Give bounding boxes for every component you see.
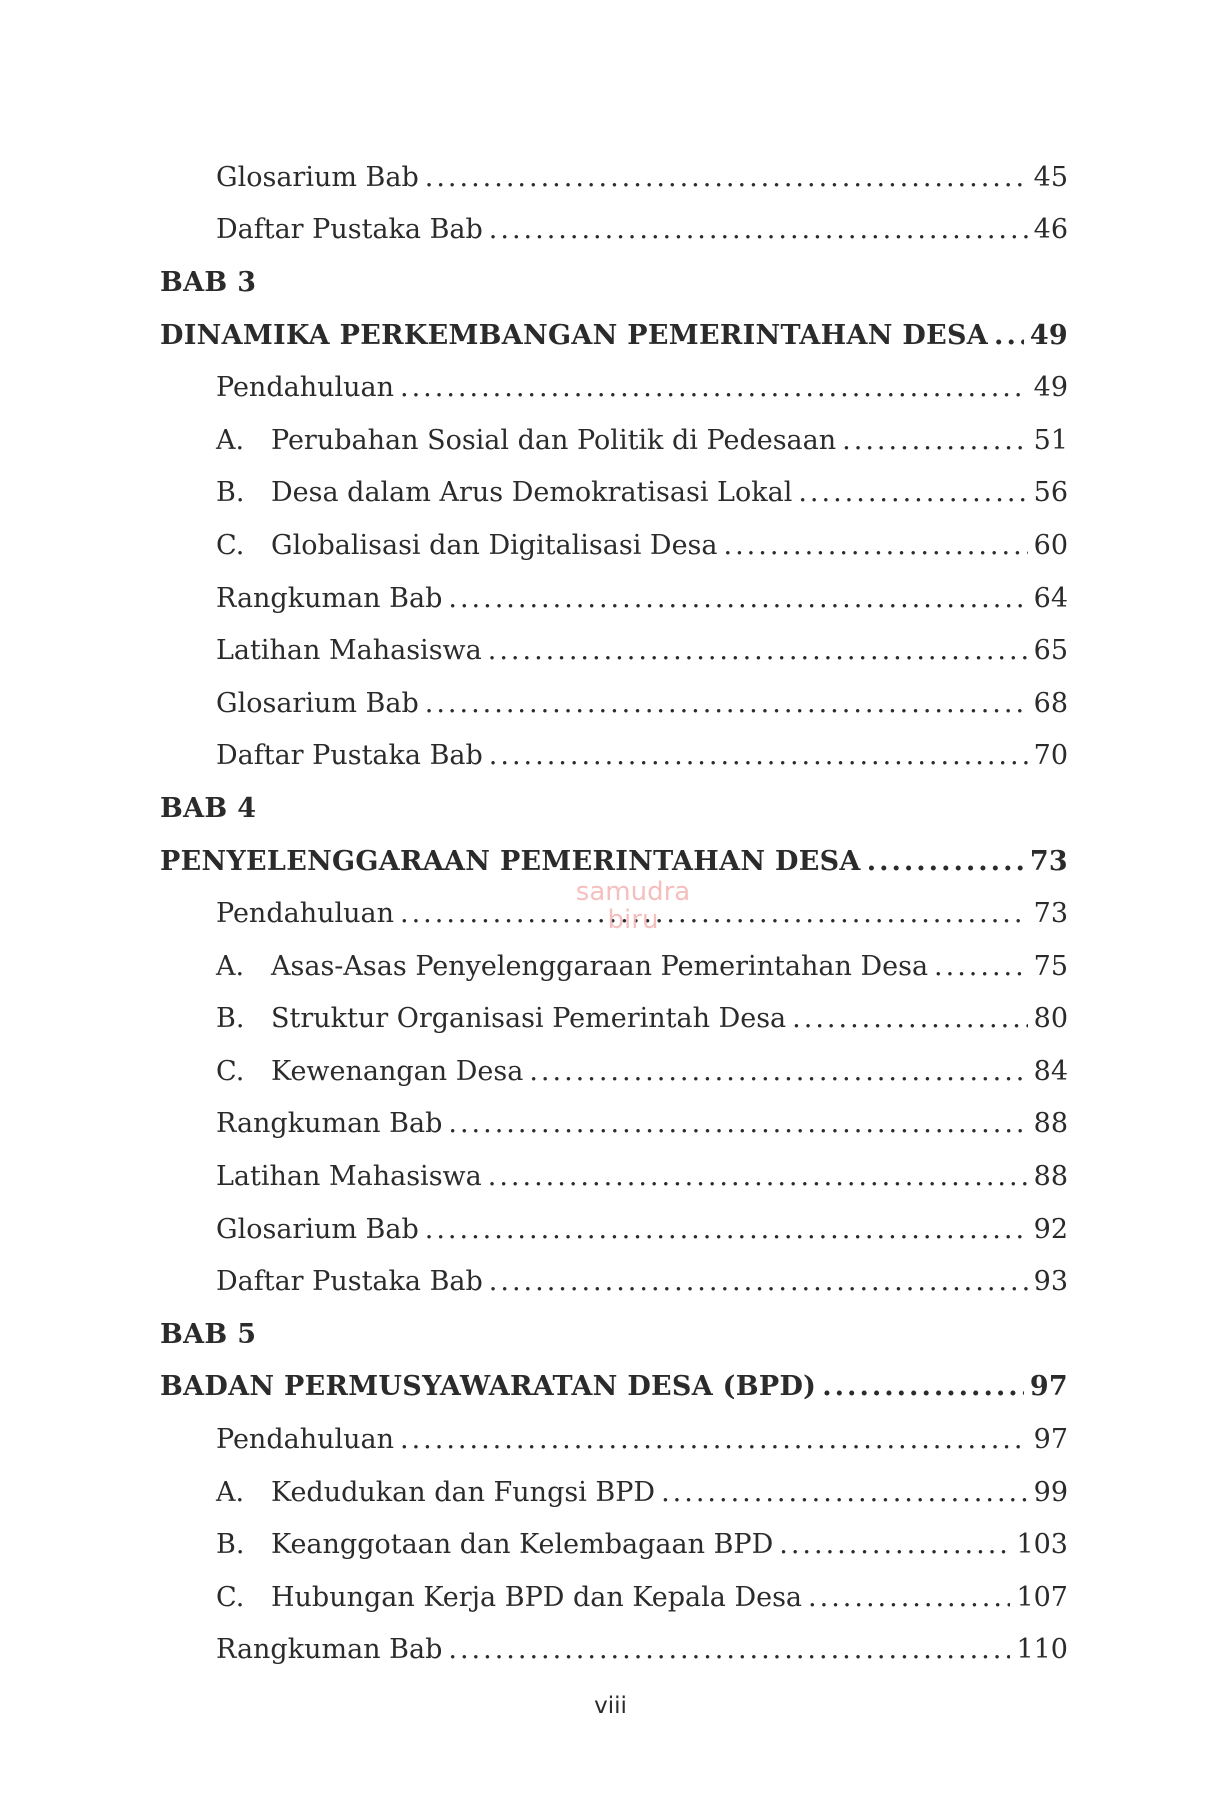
toc-entry [160, 361, 1068, 414]
toc-entry [160, 1624, 1068, 1677]
toc-entry [160, 1466, 1068, 1519]
dot-leader [661, 1477, 1028, 1508]
dot-leader [779, 1529, 1010, 1560]
dot-leader [400, 372, 1028, 403]
toc-entry-title: Pendahuluan [216, 372, 394, 404]
toc-chapter-label [160, 782, 1068, 835]
toc-entry-title: Kedudukan dan Fungsi BPD [271, 1476, 656, 1508]
dot-leader [489, 740, 1028, 771]
toc-entry-title: Daftar Pustaka Bab [216, 740, 483, 772]
toc-entry-page: 84 [1033, 1055, 1068, 1087]
toc-entry [160, 730, 1068, 783]
toc-entry-letter: A. [216, 1476, 245, 1508]
dot-leader [994, 320, 1024, 351]
toc-entry [160, 1045, 1068, 1098]
toc-entry [160, 467, 1068, 520]
toc-entry-letter: C. [216, 1581, 245, 1613]
toc-entry [160, 1150, 1068, 1203]
page-number: viii [594, 1693, 627, 1719]
toc-entry-page: 97 [1033, 1424, 1068, 1456]
dot-leader [867, 846, 1024, 877]
toc-entry [160, 1098, 1068, 1151]
toc-entry-title: Rangkuman Bab [216, 1108, 443, 1140]
toc-entry [160, 993, 1068, 1046]
toc-entry-page: 64 [1033, 582, 1068, 614]
dot-leader [448, 1108, 1027, 1139]
toc-entry-letter: A. [216, 950, 245, 982]
toc-entry-title: Kewenangan Desa [271, 1055, 524, 1087]
toc-entry-page: 88 [1033, 1161, 1068, 1193]
toc-entry-page: 80 [1033, 1003, 1068, 1035]
toc-entry-letter: C. [216, 529, 245, 561]
toc-chapter-title [160, 309, 1068, 362]
toc-entry-title: BADAN PERMUSYAWARATAN DESA (BPD) [160, 1371, 817, 1403]
toc-entry-page: 103 [1016, 1529, 1068, 1561]
watermark-line-1: samudra [575, 877, 691, 907]
toc-entry [160, 204, 1068, 257]
toc-entry-title: Keanggotaan dan Kelembagaan BPD [271, 1529, 774, 1561]
toc-entry-page: 107 [1016, 1581, 1068, 1613]
toc-entry-page: 88 [1033, 1108, 1068, 1140]
toc-entry-title: Rangkuman Bab [216, 582, 443, 614]
toc-entry-title: Glosarium Bab [216, 687, 419, 719]
toc-entry-title: BAB 5 [160, 1318, 257, 1350]
toc-entry-page: 46 [1033, 214, 1068, 246]
dot-leader [489, 1266, 1028, 1297]
toc-entry-title: Rangkuman Bab [216, 1634, 443, 1666]
toc-entry [160, 1571, 1068, 1624]
toc-chapter-title [160, 1361, 1068, 1414]
toc-entry-title: Pendahuluan [216, 898, 394, 930]
toc-entry-page: 92 [1033, 1213, 1068, 1245]
toc-entry-title: Hubungan Kerja BPD dan Kepala Desa [271, 1581, 803, 1613]
toc-entry [160, 414, 1068, 467]
dot-leader [400, 1424, 1028, 1455]
toc-entry-page: 110 [1016, 1634, 1068, 1666]
dot-leader [842, 425, 1027, 456]
toc-entry-page: 93 [1033, 1266, 1068, 1298]
toc-chapter-label [160, 1308, 1068, 1361]
dot-leader [448, 583, 1027, 614]
toc-entry-title: Latihan Mahasiswa [216, 635, 482, 667]
toc-entry-title: BAB 4 [160, 792, 257, 824]
toc-entry-page: 68 [1033, 687, 1068, 719]
toc-entry-page: 70 [1033, 740, 1068, 772]
toc-chapter-label [160, 256, 1068, 309]
toc-entry-title: Glosarium Bab [216, 1213, 419, 1245]
dot-leader [724, 530, 1028, 561]
toc-entry-title: Latihan Mahasiswa [216, 1161, 482, 1193]
toc-entry-page: 73 [1029, 845, 1068, 877]
toc-entry-title: Desa dalam Arus Demokratisasi Lokal [271, 477, 793, 509]
toc-entry-page: 65 [1033, 635, 1068, 667]
toc-entry-page: 99 [1033, 1476, 1068, 1508]
toc-entry-page: 73 [1033, 898, 1068, 930]
toc-entry-letter: B. [216, 477, 245, 509]
toc-entry-letter: C. [216, 1055, 245, 1087]
toc-entry [160, 1413, 1068, 1466]
toc-entry-page: 60 [1033, 529, 1068, 561]
toc-entry-title: PENYELENGGARAAN PEMERINTAHAN DESA [160, 845, 861, 877]
toc-entry-page: 56 [1033, 477, 1068, 509]
dot-leader [400, 898, 1028, 929]
toc-entry-title: Daftar Pustaka Bab [216, 214, 483, 246]
dot-leader [448, 1634, 1010, 1665]
toc-entry-title: DINAMIKA PERKEMBANGAN PEMERINTAHAN DESA [160, 319, 989, 351]
toc-entry-page: 75 [1033, 950, 1068, 982]
toc-entry-page: 49 [1029, 319, 1068, 351]
toc-entry-title: Globalisasi dan Digitalisasi Desa [271, 529, 718, 561]
toc-entry-page: 45 [1033, 161, 1068, 193]
toc-entry [160, 940, 1068, 993]
dot-leader [808, 1582, 1010, 1613]
toc-entry [160, 519, 1068, 572]
toc-entry [160, 151, 1068, 204]
dot-leader [792, 1003, 1027, 1034]
toc-entry [160, 677, 1068, 730]
toc-entry [160, 1255, 1068, 1308]
dot-leader [488, 1161, 1028, 1192]
toc-entry-title: BAB 3 [160, 266, 257, 298]
toc-entry [160, 572, 1068, 625]
dot-leader [425, 162, 1028, 193]
dot-leader [822, 1371, 1024, 1402]
toc-entry-page: 51 [1033, 424, 1068, 456]
dot-leader [489, 214, 1028, 245]
toc-entry [160, 1518, 1068, 1571]
toc-entry-title: Pendahuluan [216, 1424, 394, 1456]
dot-leader [529, 1056, 1027, 1087]
toc-entry-page: 49 [1033, 372, 1068, 404]
toc-entry-title: Daftar Pustaka Bab [216, 1266, 483, 1298]
toc-entry [160, 624, 1068, 677]
toc-entry-title: Glosarium Bab [216, 161, 419, 193]
dot-leader [425, 1214, 1028, 1245]
toc-entry-title: Asas-Asas Penyelenggaraan Pemerintahan Desa [271, 950, 929, 982]
dot-leader [488, 635, 1028, 666]
toc-entry [160, 1203, 1068, 1256]
dot-leader [798, 477, 1027, 508]
toc-entry-letter: A. [216, 424, 245, 456]
toc-entry-page: 97 [1029, 1371, 1068, 1403]
watermark-line-2: biru [607, 905, 659, 935]
toc-entry-letter: B. [216, 1003, 245, 1035]
toc-entry-letter: B. [216, 1529, 245, 1561]
toc-entry-title: Perubahan Sosial dan Politik di Pedesaan [271, 424, 837, 456]
dot-leader [425, 688, 1028, 719]
dot-leader [934, 951, 1028, 982]
toc-entry-title: Struktur Organisasi Pemerintah Desa [271, 1003, 787, 1035]
watermark [568, 878, 698, 934]
